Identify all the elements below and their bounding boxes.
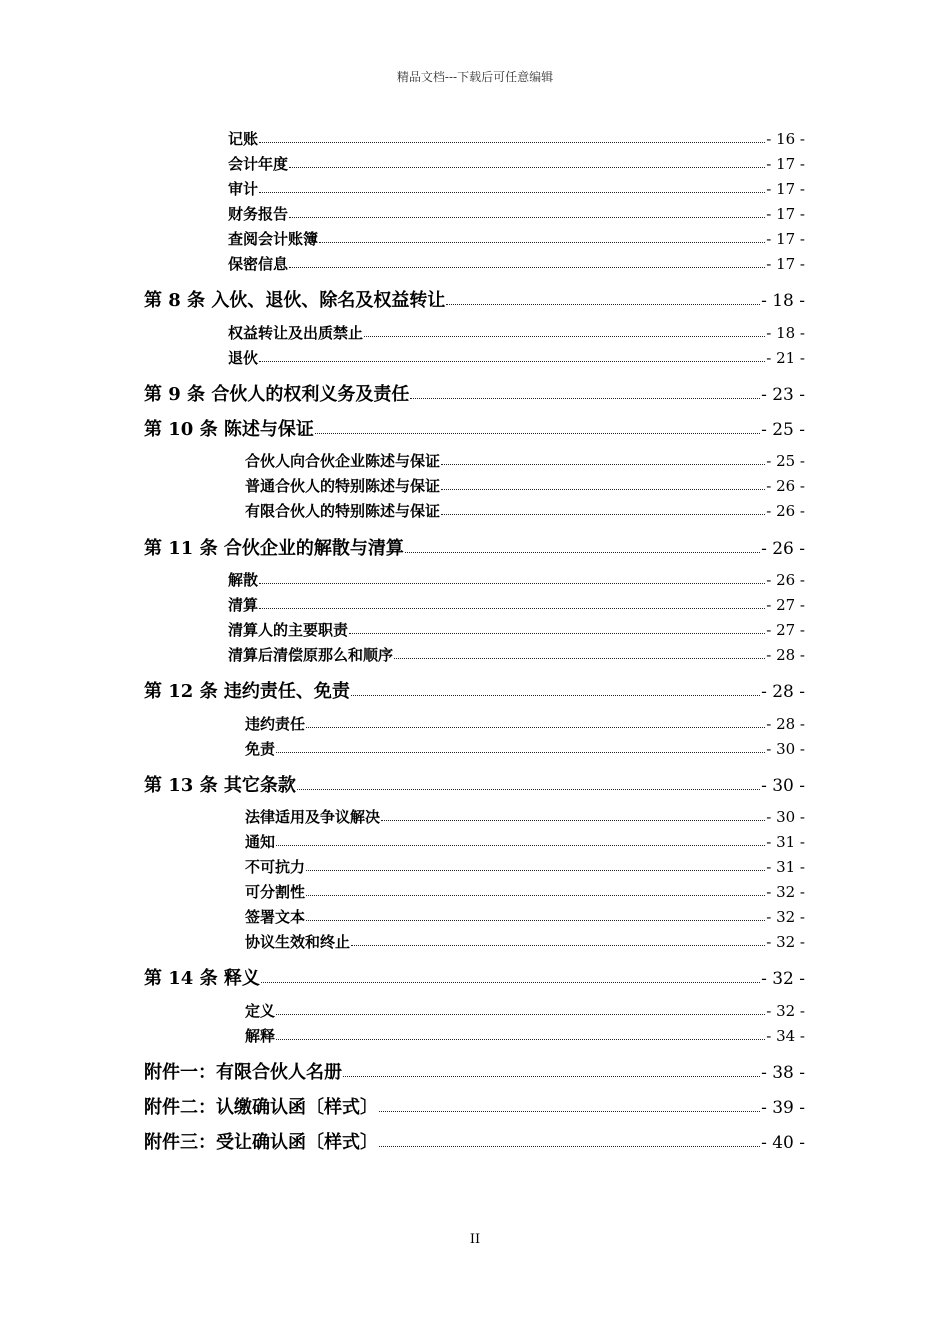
toc-entry-label: 免责	[245, 740, 276, 758]
toc-entry-label: 通知	[245, 833, 276, 851]
toc-dot-leader	[259, 183, 765, 193]
toc-entry-page: - 28 -	[766, 646, 805, 664]
toc-entry[interactable]	[144, 677, 805, 703]
toc-entry[interactable]	[245, 475, 805, 496]
toc-dot-leader	[364, 327, 765, 337]
toc-entry-label: 合伙人向合伙企业陈述与保证	[245, 452, 441, 470]
toc-dot-leader	[405, 541, 760, 553]
toc-entry-page: - 23 -	[761, 385, 805, 405]
toc-entry-page: - 25 -	[766, 452, 805, 470]
toc-entry-page: - 25 -	[761, 420, 805, 440]
toc-entry[interactable]	[144, 534, 805, 560]
toc-entry-page: - 26 -	[766, 571, 805, 589]
toc-dot-leader	[351, 936, 765, 946]
toc-entry-label: 不可抗力	[245, 858, 306, 876]
toc-dot-leader	[259, 352, 765, 362]
toc-entry-page: - 17 -	[766, 230, 805, 248]
toc-entry[interactable]	[228, 178, 805, 199]
toc-entry[interactable]	[144, 415, 805, 441]
toc-entry-page: - 18 -	[761, 291, 805, 311]
toc-entry[interactable]	[144, 1058, 805, 1084]
toc-entry[interactable]	[228, 347, 805, 368]
toc-entry-page: - 27 -	[766, 621, 805, 639]
toc-entry-label: 第 12 条 违约责任、免责	[144, 681, 350, 702]
toc-entry-page: - 30 -	[761, 776, 805, 796]
toc-dot-leader	[276, 1005, 765, 1015]
toc-entry[interactable]	[144, 1093, 805, 1119]
toc-dot-leader	[319, 233, 765, 243]
toc-entry-page: - 26 -	[766, 477, 805, 495]
toc-dot-leader	[441, 505, 765, 515]
toc-dot-leader	[410, 387, 760, 399]
toc-entry[interactable]	[228, 253, 805, 274]
toc-entry-page: - 39 -	[761, 1098, 805, 1118]
toc-entry-page: - 31 -	[766, 833, 805, 851]
toc-entry[interactable]	[245, 450, 805, 471]
toc-dot-leader	[289, 258, 765, 268]
toc-entry-label: 清算人的主要职责	[228, 621, 349, 639]
toc-entry-label: 签署文本	[245, 908, 306, 926]
toc-entry-page: - 32 -	[766, 933, 805, 951]
toc-dot-leader	[381, 811, 765, 821]
toc-entry-label: 第 13 条 其它条款	[144, 775, 296, 796]
toc-entry-label: 可分割性	[245, 883, 306, 901]
page-number: II	[469, 1232, 481, 1247]
toc-entry[interactable]	[228, 594, 805, 615]
toc-entry-label: 附件三：受让确认函〔样式〕	[144, 1132, 378, 1153]
toc-entry-page: - 17 -	[766, 255, 805, 273]
toc-entry-label: 有限合伙人的特别陈述与保证	[245, 502, 441, 520]
toc-dot-leader	[261, 971, 760, 983]
toc-entry[interactable]	[245, 500, 805, 521]
page-header: 精品文档---下载后可任意编辑	[396, 70, 554, 84]
toc-entry-page: - 28 -	[761, 682, 805, 702]
toc-entry[interactable]	[144, 286, 805, 312]
toc-dot-leader	[351, 684, 760, 696]
toc-entry[interactable]	[245, 806, 805, 827]
toc-entry-label: 清算	[228, 596, 259, 614]
toc-entry-page: - 34 -	[766, 1027, 805, 1045]
toc-dot-leader	[379, 1100, 760, 1112]
toc-entry-page: - 26 -	[761, 539, 805, 559]
toc-entry-label: 解释	[245, 1027, 276, 1045]
toc-entry-page: - 26 -	[766, 502, 805, 520]
toc-entry[interactable]	[228, 228, 805, 249]
toc-entry[interactable]	[144, 964, 805, 990]
toc-entry-page: - 21 -	[766, 349, 805, 367]
toc-entry-label: 普通合伙人的特别陈述与保证	[245, 477, 441, 495]
toc-entry-label: 记账	[228, 130, 259, 148]
toc-dot-leader	[259, 133, 765, 143]
toc-entry[interactable]	[228, 619, 805, 640]
toc-entry-label: 附件一：有限合伙人名册	[144, 1062, 342, 1083]
toc-entry[interactable]	[245, 713, 805, 734]
toc-dot-leader	[276, 743, 765, 753]
toc-entry[interactable]	[245, 1000, 805, 1021]
toc-dot-leader	[343, 1065, 760, 1077]
toc-entry[interactable]	[144, 380, 805, 406]
toc-entry[interactable]	[245, 906, 805, 927]
toc-dot-leader	[441, 480, 765, 490]
toc-dot-leader	[349, 624, 765, 634]
toc-dot-leader	[276, 1030, 765, 1040]
toc-entry-label: 清算后清偿原那么和顺序	[228, 646, 394, 664]
toc-entry[interactable]	[144, 1128, 805, 1154]
toc-entry-label: 第 11 条 合伙企业的解散与清算	[144, 538, 404, 559]
toc-dot-leader	[379, 1135, 760, 1147]
toc-entry-label: 财务报告	[228, 205, 289, 223]
toc-dot-leader	[259, 599, 765, 609]
toc-entry-label: 违约责任	[245, 715, 306, 733]
toc-entry-page: - 17 -	[766, 155, 805, 173]
toc-entry-page: - 18 -	[766, 324, 805, 342]
toc-entry[interactable]	[228, 322, 805, 343]
toc-dot-leader	[315, 422, 760, 434]
toc-entry-page: - 32 -	[766, 1002, 805, 1020]
toc-entry-page: - 17 -	[766, 180, 805, 198]
toc-entry-page: - 32 -	[766, 883, 805, 901]
toc-entry[interactable]	[245, 931, 805, 952]
toc-dot-leader	[441, 455, 765, 465]
toc-entry-label: 第 14 条 释义	[144, 968, 260, 989]
toc-dot-leader	[306, 718, 765, 728]
toc-entry-page: - 31 -	[766, 858, 805, 876]
toc-dot-leader	[289, 208, 765, 218]
toc-entry-label: 定义	[245, 1002, 276, 1020]
toc-entry[interactable]	[228, 128, 805, 149]
toc-entry-label: 第 8 条 入伙、退伙、除名及权益转让	[144, 290, 446, 311]
toc-entry-label: 法律适用及争议解决	[245, 808, 381, 826]
toc-entry[interactable]	[245, 856, 805, 877]
toc-entry-page: - 17 -	[766, 205, 805, 223]
toc-entry-page: - 40 -	[761, 1133, 805, 1153]
toc-entry-label: 保密信息	[228, 255, 289, 273]
toc-entry-page: - 38 -	[761, 1063, 805, 1083]
toc-dot-leader	[276, 836, 765, 846]
toc-entry[interactable]	[245, 881, 805, 902]
toc-entry-label: 第 10 条 陈述与保证	[144, 419, 314, 440]
toc-entry-page: - 32 -	[766, 908, 805, 926]
toc-entry-label: 退伙	[228, 349, 259, 367]
toc-entry-label: 权益转让及出质禁止	[228, 324, 364, 342]
toc-entry-page: - 32 -	[761, 969, 805, 989]
toc-entry-label: 第 9 条 合伙人的权利义务及责任	[144, 384, 410, 405]
toc-entry[interactable]	[245, 831, 805, 852]
toc-dot-leader	[394, 649, 765, 659]
toc-entry-label: 附件二：认缴确认函〔样式〕	[144, 1097, 378, 1118]
toc-entry[interactable]	[228, 569, 805, 590]
toc-dot-leader	[259, 574, 765, 584]
toc-entry-label: 查阅会计账簿	[228, 230, 319, 248]
toc-dot-leader	[306, 861, 765, 871]
toc-entry-label: 审计	[228, 180, 259, 198]
toc-entry-page: - 30 -	[766, 740, 805, 758]
toc-entry-page: - 16 -	[766, 130, 805, 148]
toc-dot-leader	[306, 911, 765, 921]
toc-entry-page: - 28 -	[766, 715, 805, 733]
toc-entry[interactable]	[228, 203, 805, 224]
toc-entry-label: 解散	[228, 571, 259, 589]
toc-dot-leader	[306, 886, 765, 896]
toc-dot-leader	[446, 293, 760, 305]
toc-entry[interactable]	[228, 644, 805, 665]
toc-dot-leader	[297, 778, 760, 790]
toc-entry[interactable]	[144, 771, 805, 797]
toc-entry[interactable]	[228, 153, 805, 174]
toc-dot-leader	[289, 158, 765, 168]
toc-entry-label: 协议生效和终止	[245, 933, 351, 951]
toc-entry-page: - 30 -	[766, 808, 805, 826]
toc-entry-label: 会计年度	[228, 155, 289, 173]
toc-entry[interactable]	[245, 738, 805, 759]
toc-entry[interactable]	[245, 1025, 805, 1046]
toc-entry-page: - 27 -	[766, 596, 805, 614]
